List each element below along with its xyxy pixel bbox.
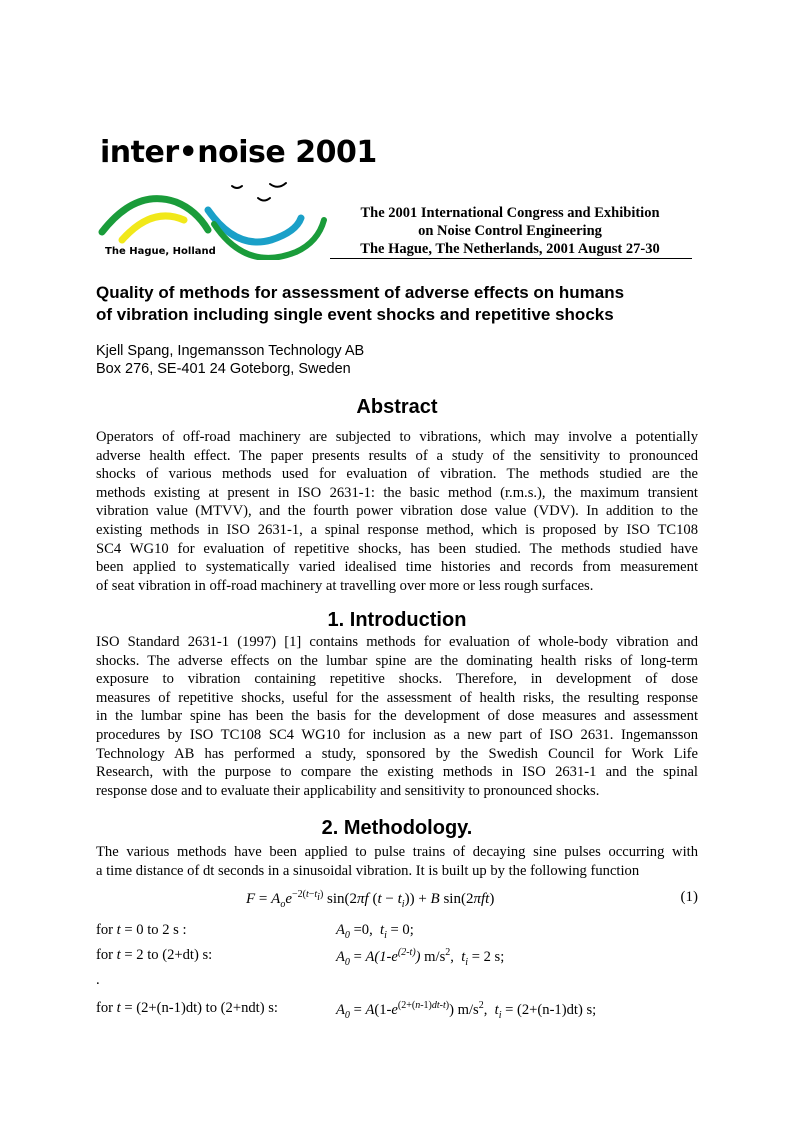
condition-row	[96, 947, 716, 969]
text-line: methods existing at present in ISO 2631-1: the basic method (r.m.s.), the maximum transient	[96, 484, 698, 501]
text-line: adverse health effect. The paper presents results of a study of the sensitivity to pronounced	[96, 447, 698, 464]
text-line: of seat vibration in off-road machinery at travelling over more or less rough surfaces.	[96, 577, 594, 594]
text-line: measures of repetitive shocks, useful for the assessment of health risks, the resulting response	[96, 689, 698, 706]
text-line: response dose and to evaluate their applicability and sensitivity to pronounced shocks.	[96, 782, 600, 799]
equation-number: (1)	[680, 889, 698, 905]
condition-value: $A_0 = A(1-e^{(2-t)})$ $m/s^2$, $t_i = 2$ s;	[336, 947, 505, 968]
introduction-heading: 1. Introduction	[327, 609, 467, 631]
condition-row	[96, 1000, 716, 1022]
condition-ellipsis: .	[96, 972, 100, 988]
condition-range: for t = (2+(n-1)dt) to (2+ndt) s:	[96, 1000, 278, 1016]
text-line: Operators of off-road machinery are subjected to vibrations, which may involve a potentially	[96, 429, 698, 445]
abstract-heading: Abstract	[356, 396, 438, 418]
conference-logo-text: inter•noise 2001	[100, 135, 377, 170]
condition-row	[96, 972, 716, 994]
text-line: procedures by ISO TC108 SC4 WG10 for inclusion as a new part of ISO 2631. Ingemansson	[96, 726, 698, 743]
author-block	[96, 342, 716, 378]
text-line: exposure to vibration containing repetitive shocks. Therefore, in development of dose	[96, 671, 698, 688]
paper-title	[96, 282, 716, 326]
equation-1	[96, 889, 698, 913]
methodology-body	[96, 843, 698, 880]
text-line: The various methods have been applied to pulse trains of decaying sine pulses occurring with	[96, 844, 698, 860]
conference-logo-location: The Hague, Holland	[105, 246, 216, 257]
text-line: a time distance of dt seconds in a sinusoidal vibration. It is built up by the following function	[96, 862, 640, 879]
conference-line: The 2001 International Congress and Exhibition	[360, 205, 660, 221]
text-line: existing methods in ISO 2631-1, a spinal response method, which is proposed by ISO TC108	[96, 521, 698, 538]
text-line: shocks of various methods used for evaluation of vibration. The methods studied are the	[96, 466, 698, 483]
header-divider	[330, 258, 692, 259]
text-line: been applied to systematically varied idealised time histories and records from measurement	[96, 559, 698, 576]
text-line: Research, with the purpose to compare the existing methods in ISO 2631-1 and the spinal	[96, 764, 698, 781]
conference-line: on Noise Control Engineering	[418, 223, 602, 239]
text-line: Technology AB has performed a study, sponsored by the Swedish Council for Work Life	[96, 745, 698, 762]
author-line: Kjell Spang, Ingemansson Technology AB	[96, 343, 365, 359]
condition-range: for t = 0 to 2 s :	[96, 922, 187, 938]
condition-range: for t = 2 to (2+dt) s:	[96, 947, 213, 963]
paper-title-line: Quality of methods for assessment of adverse effects on humans	[96, 283, 625, 302]
text-line: shocks. The adverse effects on the lumbar spine are the dominating health risks of long-term	[96, 652, 698, 669]
condition-value: $A_0 =0$, $t_i = 0$;	[336, 922, 414, 941]
text-line: ISO Standard 2631-1 (1997) [1] contains methods for evaluation of whole-body vibration and	[96, 634, 698, 650]
introduction-body	[96, 633, 698, 800]
address-line: Box 276, SE-401 24 Goteborg, Sweden	[96, 361, 351, 377]
methodology-heading: 2. Methodology.	[321, 817, 473, 839]
condition-row	[96, 922, 716, 944]
abstract-body	[96, 428, 698, 595]
conference-info	[330, 204, 690, 258]
text-line: vibration value (MTVV), and the fourth power vibration dose value (VDV). In addition to the	[96, 503, 698, 520]
text-line: in the lumbar spine has been the basis for the development of dose measures and assessment	[96, 708, 698, 725]
equation-expression: $F = A_oe^{-2(t-t_i)}$ sin(2πf $(t - t_i)) + B$ sin(2πft)	[246, 889, 495, 910]
paper-title-line: of vibration including single event shocks and repetitive shocks	[96, 305, 614, 324]
conference-line: The Hague, The Netherlands, 2001 August 27-30	[360, 241, 660, 257]
condition-value: $A_0 = A(1-e^{(2+(n-1)dt-t)})$ $m/s^2$, $t_i = (2+(n-1)dt)$ s;	[336, 1000, 597, 1021]
text-line: SC4 WG10 for evaluation of repetitive shocks, has been studied. The methods studied have	[96, 540, 698, 557]
